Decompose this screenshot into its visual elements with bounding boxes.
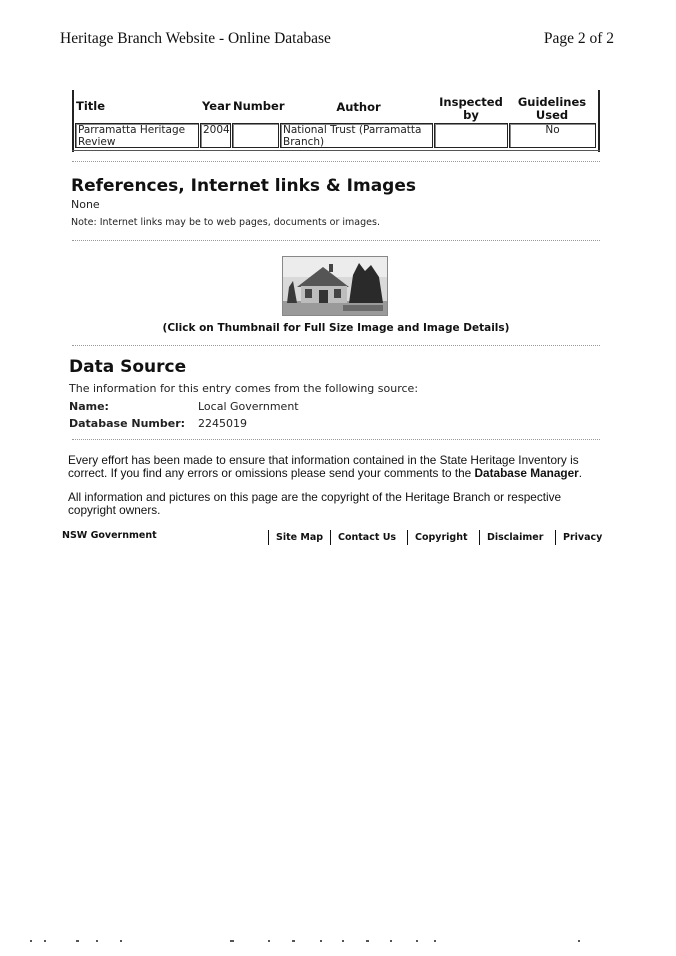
header-title: Title (76, 99, 106, 113)
name-value: Local Government (198, 400, 299, 413)
footer-links (262, 532, 603, 548)
house-photo-icon (283, 257, 387, 315)
references-note: Note: Internet links may be to web pages, documents or images. (71, 217, 380, 228)
data-source-intro: The information for this entry comes from the following source: (69, 382, 419, 395)
disclaimer-text-end: . (578, 466, 583, 480)
disclaimer-paragraph (68, 454, 598, 480)
cell-author: National Trust (Parramatta Branch) (280, 123, 433, 148)
cell-guidelines-used: No (509, 123, 596, 148)
copyright-paragraph: All information and pictures on this page are the copyright of the Heritage Branch or respective copyright owners. (68, 490, 562, 517)
table-frame-right (598, 90, 600, 152)
footer-link-privacy[interactable]: Privacy (555, 532, 602, 543)
cell-number (232, 123, 279, 148)
divider (72, 439, 600, 440)
cell-inspected-by (434, 123, 508, 148)
cell-title: Parramatta Heritage Review (75, 123, 199, 148)
table-frame-left (72, 90, 74, 152)
name-label: Name: (69, 400, 109, 413)
data-source-heading: Data Source (69, 357, 187, 377)
footer-link-site-map[interactable]: Site Map (268, 532, 323, 543)
header-author: Author (336, 100, 381, 114)
header-number: Number (233, 99, 285, 113)
footer-brand: NSW Government (62, 530, 157, 541)
print-header (60, 30, 614, 52)
references-value: None (71, 198, 100, 211)
print-header-page: Page 2 of 2 (543, 30, 614, 47)
database-manager-link[interactable]: Database Manager (474, 466, 579, 480)
divider (72, 161, 600, 162)
references-heading: References, Internet links & Images (71, 176, 416, 196)
footer-link-disclaimer[interactable]: Disclaimer (479, 532, 543, 543)
cell-year: 2004 (200, 123, 231, 148)
footer-link-contact-us[interactable]: Contact Us (330, 532, 396, 543)
print-header-title: Heritage Branch Website - Online Database (60, 30, 331, 47)
table-bottom-rule (72, 150, 600, 151)
divider (72, 240, 600, 241)
thumbnail-caption: (Click on Thumbnail for Full Size Image and Image Details) (162, 322, 510, 334)
house-photo-thumbnail[interactable] (282, 256, 388, 316)
disclaimer-text: Every effort has been made to ensure that information contained in the State Heritage Inventory is correct. If you find any errors or omissions please send your comments to the (68, 453, 579, 480)
database-number-value: 2245019 (198, 417, 247, 430)
header-year: Year (202, 99, 231, 113)
scan-artifacts (30, 940, 616, 943)
database-number-label: Database Number: (69, 417, 186, 430)
header-inspected-by: Inspected by (439, 95, 503, 122)
header-guidelines-used: Guidelines Used (517, 95, 587, 122)
divider (72, 345, 600, 346)
footer-link-copyright[interactable]: Copyright (407, 532, 468, 543)
